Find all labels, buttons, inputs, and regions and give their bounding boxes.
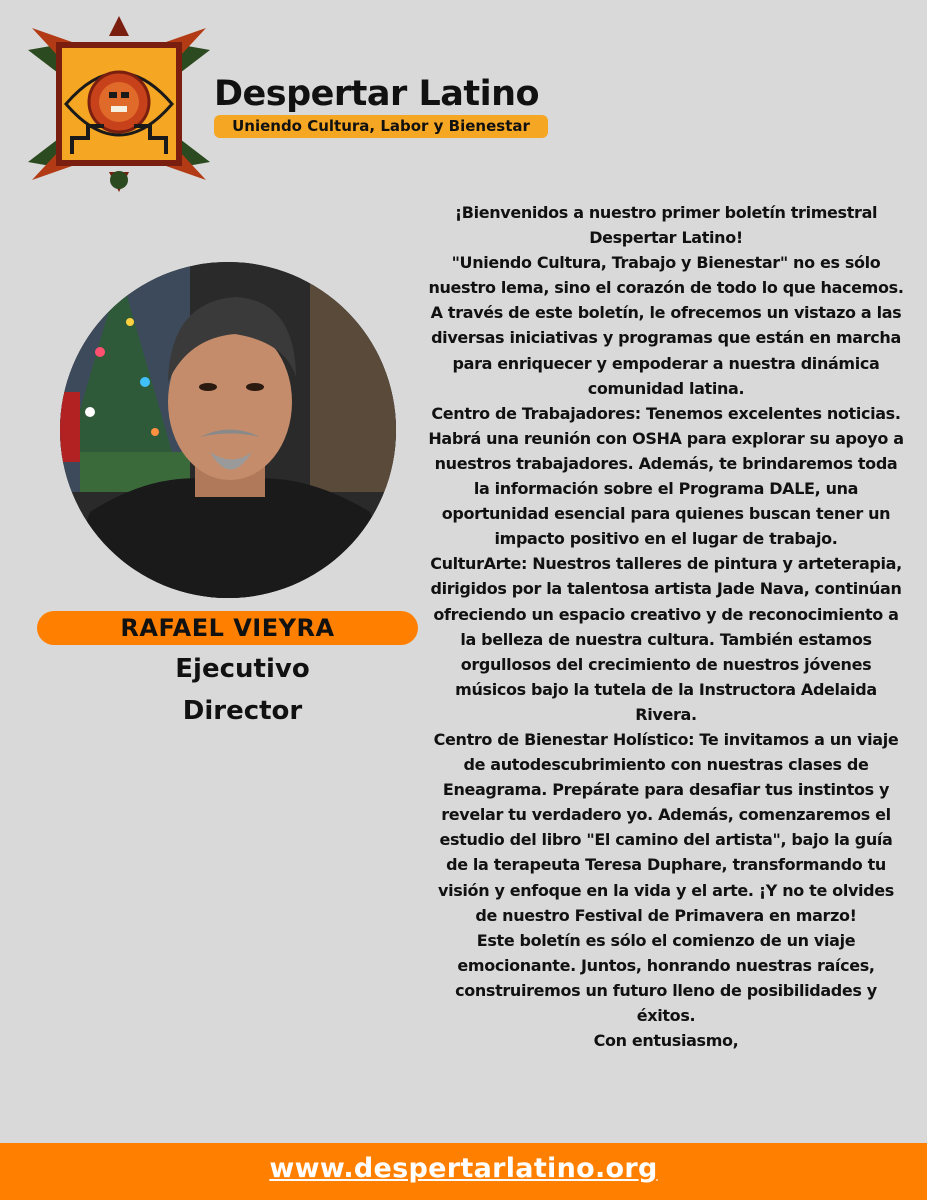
letter-paragraph: "Uniendo Cultura, Trabajo y Bienestar" no es sólo nuestro lema, sino el corazón de todo lo que hacemos. A través de este boletín, le ofrecemos un vistazo a las diversas iniciativas y programas que están en marcha para enriquecer y empoderar a nuestra dinámica comunidad latina. [428,253,904,398]
newsletter-letter [428,200,904,1053]
profile-role [37,648,448,732]
profile-name: RAFAEL VIEYRA [37,611,418,645]
letter-signoff: Con entusiasmo, [593,1031,739,1051]
letter-paragraph: Centro de Bienestar Holístico: Te invitamos a un viaje de autodescubrimiento con nuestras clases de Eneagrama. Prepárate para desafiar tus instintos y revelar tu verdadero yo. Además, comenzaremos el estudio del libro "El camino del artista", bajo la guía de la terapeuta Teresa Duphare, transformando tu visión y enfoque en la vida y el arte. ¡Y no te olvides de nuestro Festival de Primavera en marzo! [433,729,899,925]
role-line-1: Ejecutivo [175,654,310,684]
portrait-photo [60,262,396,598]
letter-paragraph: CulturArte: Nuestros talleres de pintura y arteterapia, dirigidos por la talentosa artista Jade Nava, continúan ofreciendo un espacio creativo y de reconocimiento a la belleza de nuestra cultura. También estamos orgullosos del crecimiento de nuestros jóvenes músicos bajo la tutela de la Instructora Adelaida Rivera. [430,554,902,724]
website-link[interactable]: www.despertarlatino.org [269,1153,658,1184]
brand-tagline: Uniendo Cultura, Labor y Bienestar [214,115,548,138]
role-line-2: Director [182,696,303,726]
brand-title: Despertar Latino [214,74,540,114]
footer-bar [0,1143,927,1200]
letter-paragraph: Centro de Trabajadores: Tenemos excelentes noticias. Habrá una reunión con OSHA para explorar su apoyo a nuestros trabajadores. Además, te brindaremos toda la información sobre el Programa DALE, una oportunidad esencial para quienes buscan tener un impacto positivo en el lugar de trabajo. [428,403,904,549]
letter-paragraph: Este boletín es sólo el comienzo de un viaje emocionante. Juntos, honrando nuestras raíces, construiremos un futuro lleno de posibilidades y éxitos. [455,930,877,1025]
aztec-sun-mask-icon [28,14,210,194]
letter-paragraph: ¡Bienvenidos a nuestro primer boletín trimestral Despertar Latino! [454,203,878,248]
logo [28,14,210,194]
